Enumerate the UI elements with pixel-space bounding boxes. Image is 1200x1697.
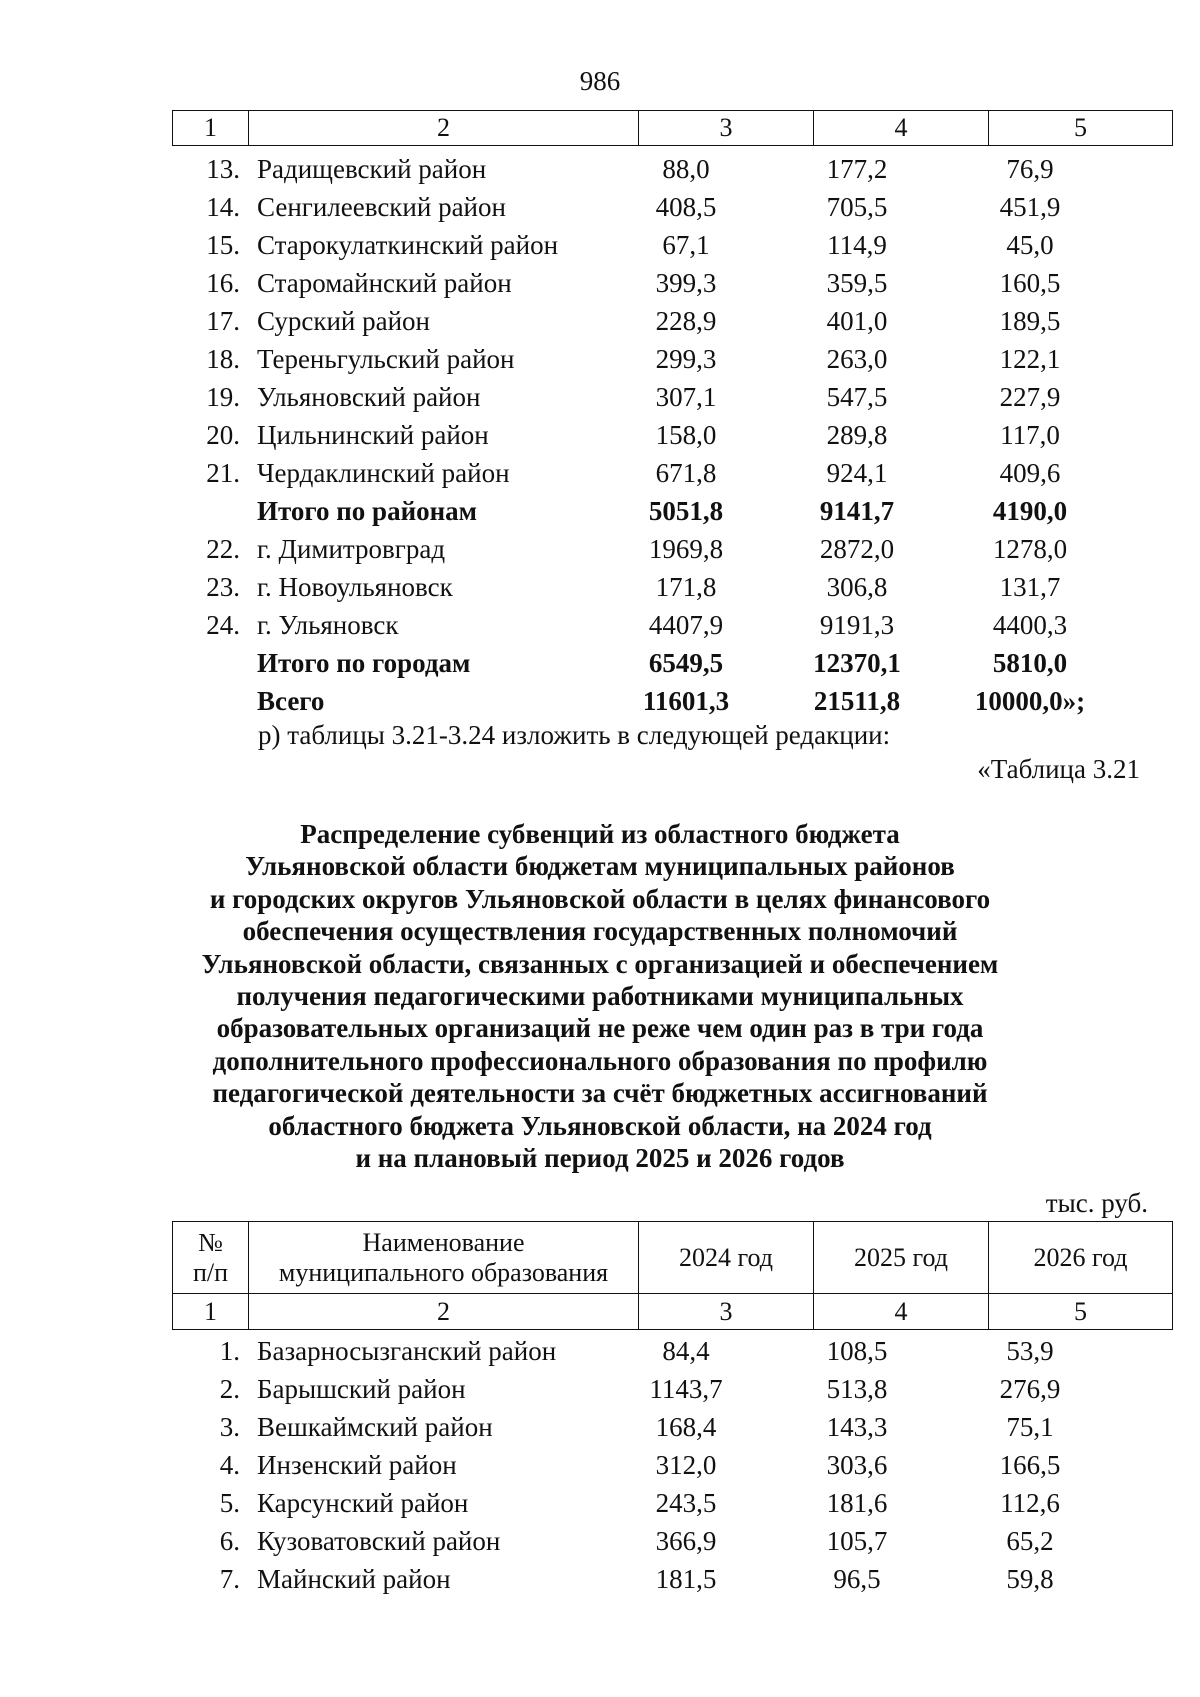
header-2025: 2025 год — [814, 1222, 989, 1294]
row-value-2025: 513,8 — [826, 1374, 888, 1404]
row-value-2026: 160,5 — [999, 268, 1061, 298]
row-number: 19. — [206, 382, 240, 412]
row-value-2025: 924,1 — [826, 458, 888, 488]
row-value-2026: 227,9 — [999, 382, 1061, 412]
row-value-2025: 359,5 — [826, 268, 888, 298]
title-line: дополнительного профессионального образования по профилю — [212, 1045, 988, 1076]
table-row — [172, 1564, 1172, 1602]
row-value-2024: 312,0 — [655, 1450, 717, 1480]
row-value-2025: 289,8 — [826, 420, 888, 450]
row-name: Итого по городам — [257, 648, 471, 678]
header-name-line2: муниципального образования — [278, 1257, 609, 1287]
row-name: Сенгилеевский район — [257, 192, 506, 222]
row-name: Всего — [257, 686, 325, 716]
row-value-2024: 88,0 — [662, 154, 710, 184]
column-number-1: 1 — [173, 111, 249, 146]
row-value-2026: 45,0 — [1006, 230, 1054, 260]
title-line: Ульяновской области, связанных с организацией и обеспечением — [201, 948, 999, 979]
table-row — [172, 1412, 1172, 1450]
row-value-2026: 4190,0 — [992, 496, 1068, 526]
table-row — [172, 534, 1172, 572]
row-value-2026: 131,7 — [999, 572, 1061, 602]
column-number-2: 2 — [249, 111, 639, 146]
row-number: 4. — [219, 1450, 240, 1480]
units-label: тыс. руб. — [1045, 1188, 1148, 1218]
row-value-2025: 105,7 — [826, 1526, 888, 1556]
table-row — [172, 458, 1172, 496]
row-value-2026: 409,6 — [999, 458, 1061, 488]
row-value-2024: 6549,5 — [648, 648, 724, 678]
row-value-2026: 53,9 — [1006, 1336, 1054, 1366]
amendment-text: р) таблицы 3.21-3.24 изложить в следующей редакции: — [258, 720, 891, 750]
row-value-2026: 451,9 — [999, 192, 1061, 222]
row-number: 21. — [206, 458, 240, 488]
title-line: областного бюджета Ульяновской области, на 2024 год — [268, 1110, 932, 1141]
row-value-2024: 171,8 — [655, 572, 717, 602]
row-value-2025: 143,3 — [826, 1412, 888, 1442]
row-value-2024: 408,5 — [655, 192, 717, 222]
row-value-2024: 243,5 — [655, 1488, 717, 1518]
row-name: Старомайнский район — [257, 268, 512, 298]
column-number-3: 3 — [639, 1294, 814, 1330]
row-value-2026: 4400,3 — [992, 610, 1068, 640]
total-row — [172, 686, 1172, 724]
row-name: Инзенский район — [257, 1450, 457, 1480]
table1-column-numbers — [172, 110, 1173, 146]
row-value-2025: 21511,8 — [813, 686, 901, 716]
row-value-2025: 9141,7 — [819, 496, 895, 526]
row-number: 20. — [206, 420, 240, 450]
row-value-2024: 11601,3 — [642, 686, 730, 716]
row-number: 13. — [206, 154, 240, 184]
table-reference: «Таблица 3.21 — [977, 754, 1140, 784]
row-value-2024: 299,3 — [655, 344, 717, 374]
row-value-2024: 5051,8 — [648, 496, 724, 526]
row-value-2026: 75,1 — [1006, 1412, 1054, 1442]
column-number-5: 5 — [989, 111, 1173, 146]
table-row — [172, 344, 1172, 382]
table-row — [172, 192, 1172, 230]
title-line: Распределение субвенций из областного бюджета — [300, 819, 900, 849]
row-name: Итого по районам — [257, 496, 478, 526]
row-name: Вешкаймский район — [257, 1412, 493, 1442]
row-number: 5. — [219, 1488, 240, 1518]
title-line: и на плановый период 2025 и 2026 годов — [355, 1143, 845, 1174]
row-number: 22. — [206, 534, 240, 564]
row-number: 3. — [219, 1412, 240, 1442]
header-name-line1: Наименование — [362, 1227, 525, 1257]
title-line: образовательных организаций не реже чем один раз в три года — [216, 1013, 984, 1044]
row-value-2025: 96,5 — [833, 1564, 881, 1594]
row-number: 18. — [206, 344, 240, 374]
row-number: 14. — [206, 192, 240, 222]
row-value-2025: 401,0 — [826, 306, 888, 336]
title-line: педагогической деятельности за счёт бюджетных ассигнований — [212, 1078, 988, 1109]
row-value-2025: 2872,0 — [819, 534, 895, 564]
header-number — [173, 1222, 249, 1294]
row-name: Тереньгульский район — [257, 344, 515, 374]
row-value-2025: 177,2 — [826, 154, 888, 184]
header-number-symbol: № — [198, 1227, 223, 1257]
table-title — [150, 818, 1050, 1174]
row-value-2025: 263,0 — [826, 344, 888, 374]
column-number-4: 4 — [814, 1294, 989, 1330]
row-value-2026: 276,9 — [999, 1374, 1061, 1404]
column-number-2: 2 — [249, 1294, 639, 1330]
table2-header — [172, 1221, 1173, 1330]
header-number-abbr: п/п — [192, 1257, 229, 1287]
row-number: 17. — [206, 306, 240, 336]
row-value-2024: 84,4 — [662, 1336, 710, 1366]
table-row — [172, 382, 1172, 420]
row-value-2026: 76,9 — [1006, 154, 1054, 184]
row-number: 16. — [206, 268, 240, 298]
row-value-2024: 67,1 — [662, 230, 710, 260]
row-value-2024: 181,5 — [655, 1564, 717, 1594]
table2-body — [172, 1336, 1172, 1602]
row-name: Сурский район — [257, 306, 430, 336]
table-row — [172, 572, 1172, 610]
table1-body — [172, 154, 1172, 724]
row-name: Ульяновский район — [257, 382, 481, 412]
row-value-2026: 117,0 — [1000, 420, 1060, 450]
row-value-2024: 1969,8 — [648, 534, 724, 564]
row-name: Цильнинский район — [257, 420, 489, 450]
row-value-2026: 5810,0 — [992, 648, 1068, 678]
row-value-2025: 181,6 — [826, 1488, 888, 1518]
title-line: и городских округов Ульяновской области в целях финансового — [209, 883, 991, 914]
table-row — [172, 1488, 1172, 1526]
row-value-2024: 228,9 — [655, 306, 717, 336]
row-number: 23. — [206, 572, 240, 602]
row-value-2026: 166,5 — [999, 1450, 1061, 1480]
row-name: г. Димитровград — [257, 534, 446, 564]
row-value-2025: 547,5 — [826, 382, 888, 412]
row-value-2025: 705,5 — [826, 192, 888, 222]
row-name: Старокулаткинский район — [257, 230, 559, 260]
row-name: Базарносызганский район — [257, 1336, 557, 1366]
table-row — [172, 420, 1172, 458]
row-value-2026: 189,5 — [999, 306, 1061, 336]
title-line: обеспечения осуществления государственных полномочий — [242, 916, 958, 947]
row-number: 7. — [219, 1564, 240, 1594]
column-number-4: 4 — [814, 111, 989, 146]
row-name: Кузоватовский район — [257, 1526, 501, 1556]
title-line: Ульяновской области бюджетам муниципальных районов — [245, 851, 955, 882]
row-value-2024: 307,1 — [655, 382, 717, 412]
row-value-2025: 9191,3 — [819, 610, 895, 640]
row-value-2024: 671,8 — [655, 458, 717, 488]
column-number-5: 5 — [989, 1294, 1173, 1330]
column-number-3: 3 — [639, 111, 814, 146]
table-row — [172, 1374, 1172, 1412]
row-name: Барышский район — [257, 1374, 466, 1404]
table-row — [172, 154, 1172, 192]
row-value-2024: 158,0 — [655, 420, 717, 450]
table-row — [172, 1526, 1172, 1564]
table-row — [172, 1450, 1172, 1488]
row-name: Майнский район — [257, 1564, 451, 1594]
row-number: 15. — [206, 230, 240, 260]
table-row — [172, 230, 1172, 268]
table-row — [172, 610, 1172, 648]
row-value-2024: 366,9 — [655, 1526, 717, 1556]
row-value-2026: 10000,0»; — [974, 686, 1086, 716]
row-number: 6. — [219, 1526, 240, 1556]
row-number: 1. — [219, 1336, 240, 1366]
row-name: г. Ульяновск — [257, 610, 399, 640]
table-row — [172, 268, 1172, 306]
row-value-2024: 168,4 — [655, 1412, 717, 1442]
header-2026: 2026 год — [989, 1222, 1173, 1294]
row-value-2025: 303,6 — [826, 1450, 888, 1480]
row-value-2025: 108,5 — [826, 1336, 888, 1366]
table-row — [172, 306, 1172, 344]
row-name: Чердаклинский район — [257, 458, 510, 488]
row-name: Карсунский район — [257, 1488, 469, 1518]
row-value-2026: 59,8 — [1006, 1564, 1054, 1594]
total-row — [172, 648, 1172, 686]
row-value-2025: 114,9 — [827, 230, 887, 260]
header-name — [249, 1222, 639, 1294]
row-number: 2. — [219, 1374, 240, 1404]
title-line: получения педагогическими работниками муниципальных — [236, 981, 964, 1012]
row-value-2024: 4407,9 — [648, 610, 724, 640]
row-value-2026: 112,6 — [1000, 1488, 1060, 1518]
row-name: Радищевский район — [257, 154, 487, 184]
row-value-2025: 12370,1 — [813, 648, 901, 678]
page-number: 986 — [579, 66, 621, 96]
total-row — [172, 496, 1172, 534]
column-number-1: 1 — [173, 1294, 249, 1330]
row-value-2024: 1143,7 — [649, 1374, 723, 1404]
table-row — [172, 1336, 1172, 1374]
row-name: г. Новоульяновск — [257, 572, 453, 602]
row-value-2025: 306,8 — [826, 572, 888, 602]
row-number: 24. — [206, 610, 240, 640]
row-value-2026: 122,1 — [999, 344, 1061, 374]
row-value-2026: 1278,0 — [992, 534, 1068, 564]
row-value-2024: 399,3 — [655, 268, 717, 298]
header-2024: 2024 год — [639, 1222, 814, 1294]
row-value-2026: 65,2 — [1006, 1526, 1054, 1556]
